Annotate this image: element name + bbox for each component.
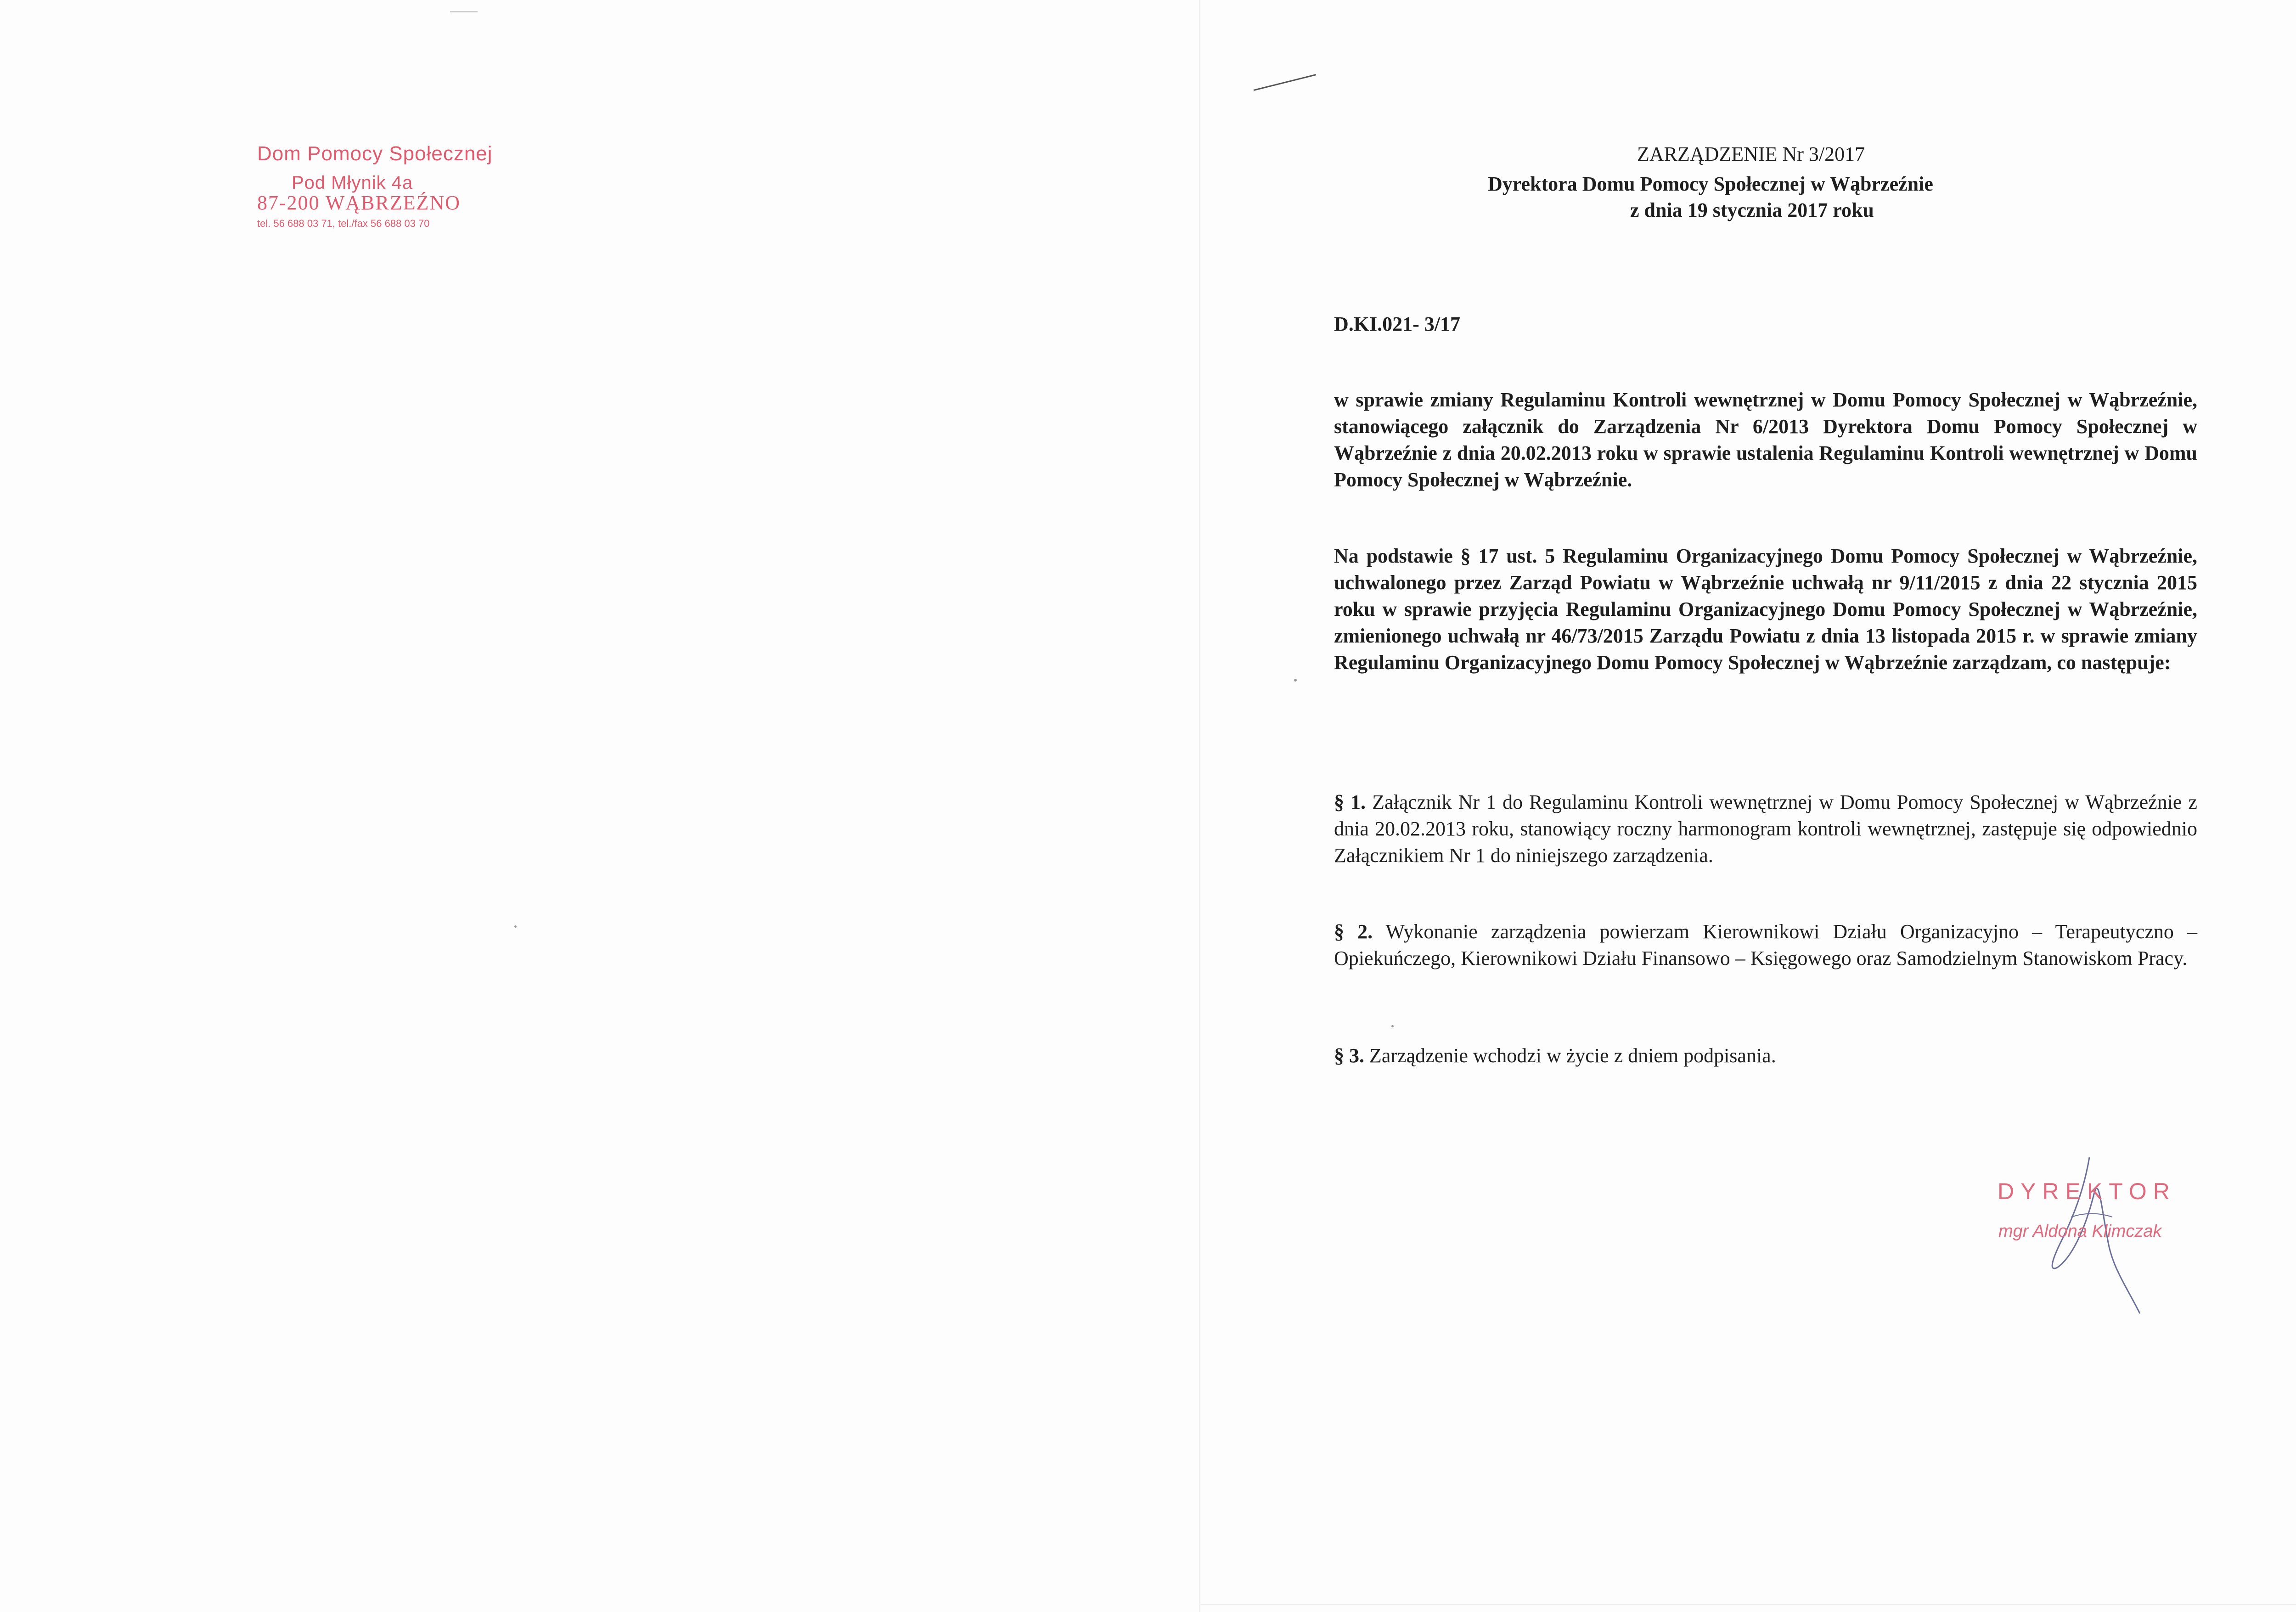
section-1 <box>1334 789 2197 869</box>
subject-paragraph: w sprawie zmiany Regulaminu Kontroli wewnętrznej w Domu Pomocy Społecznej w Wąbrzeźnie, stanowiącego załącznik do Zarządzenia Nr 6/2013 Dyrektora Domu Pomocy Społecznej w Wąbrzeźnie z dnia 20.02.2013 roku w sprawie ustalenia Regulaminu Kontroli wewnętrznej w Domu Pomocy Społecznej w Wąbrzeźnie. <box>1334 389 2197 491</box>
scan-speck <box>514 925 517 928</box>
stamp-postal-city: 87-200 WĄBRZEŹNO <box>257 192 461 214</box>
section-3 <box>1334 1043 2197 1069</box>
stamp-street: Pod Młynik 4a <box>292 173 413 193</box>
document-reference-number: D.KI.021- 3/17 <box>1334 313 1460 335</box>
document-title: ZARZĄDZENIE Nr 3/2017 <box>1637 143 1865 165</box>
section-1-text: Załącznik Nr 1 do Regulaminu Kontroli wewnętrznej w Domu Pomocy Społecznej w Wąbrzeźnie z dnia 20.02.2013 roku, stanowiący roczny harmonogram kontroli wewnętrznej, zastępuje się odpowiednio Załącznikiem Nr 1 do niniejszego zarządzenia. <box>1334 791 2198 867</box>
signature-stamp-name: mgr Aldona Klimczak <box>1998 1222 2162 1241</box>
document-date: z dnia 19 stycznia 2017 roku <box>1630 199 1874 221</box>
section-2-text: Wykonanie zarządzenia powierzam Kierownikowi Działu Organizacyjno – Terapeutyczno – Opiekuńczego, Kierownikowi Działu Finansowo – Księgowego oraz Samodzielnym Stanowiskom Pracy. <box>1334 920 2197 969</box>
section-1-symbol: § 1. <box>1334 791 1366 813</box>
section-2 <box>1334 919 2197 972</box>
signature-stamp-title: DYREKTOR <box>1998 1178 2176 1204</box>
stamp-phone: tel. 56 688 03 71, tel./fax 56 688 03 70 <box>257 218 430 229</box>
institution-stamp <box>257 142 1570 239</box>
document-issuer: Dyrektora Domu Pomocy Społecznej w Wąbrzeźnie <box>1488 173 1933 195</box>
scan-speck <box>1294 679 1297 682</box>
section-3-text: Zarządzenie wchodzi w życie z dniem podpisania. <box>1369 1044 1776 1067</box>
stamp-institution-name: Dom Pomocy Społecznej <box>257 142 493 165</box>
page-fold-edge <box>1199 0 1200 1612</box>
page-bottom-edge <box>1199 1604 2296 1605</box>
scan-speck <box>450 11 478 12</box>
section-3-symbol: § 3. <box>1334 1044 1364 1067</box>
legal-basis-paragraph: Na podstawie § 17 ust. 5 Regulaminu Organizacyjnego Domu Pomocy Społecznej w Wąbrzeźnie, uchwalonego przez Zarząd Powiatu w Wąbrzeźnie uchwałą nr 9/11/2015 z dnia 22 stycznia 2015 roku w sprawie przyjęcia Regulaminu Organizacyjnego Domu Pomocy Społecznej w Wąbrzeźnie, zmienionego uchwałą nr 46/73/2015 Zarządu Powiatu z dnia 13 listopada 2015 r. w sprawie zmiany Regulaminu Organizacyjnego Domu Pomocy Społecznej w Wąbrzeźnie zarządzam, co następuje: <box>1334 545 2197 674</box>
section-2-symbol: § 2. <box>1334 920 1373 943</box>
scan-speck <box>1391 1025 1394 1027</box>
